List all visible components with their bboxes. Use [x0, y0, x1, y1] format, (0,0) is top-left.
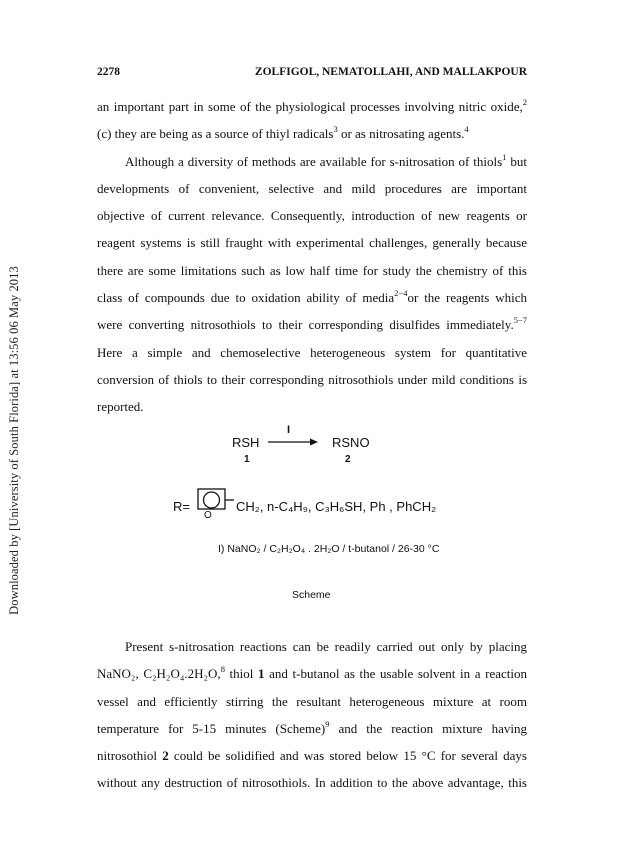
para2-line6: class of compounds due to oxidation ability of media$^{2-4}$or the reagents which	[97, 288, 527, 306]
para1-line1: an important part in some of the physiological processes involving nitric oxide,$^2$	[97, 97, 527, 114]
para2-line2: developments of convenient, selective and mild procedures are important	[97, 180, 527, 196]
download-watermark-text: Downloaded by [University of South Florida] at 13:56 06 May 2013	[6, 265, 21, 615]
para2-line1: Although a diversity of methods are available for s-nitrosation of thiols$^1$ but	[125, 151, 527, 169]
running-title: ZOLFIGOL, NEMATOLLAHI, AND MALLAKPOUR	[254, 66, 527, 78]
para3-line1: Present s-nitrosation reactions can be readily carried out only by placing	[125, 639, 527, 654]
reactant-formula: RSH	[232, 435, 260, 450]
para2-line9: conversion of thiols to their corresponding nitrosothiols under mild conditions is	[97, 371, 527, 387]
para2-line7: were converting nitrosothiols to their corresponding disulfides immediately.$^{5-7}$	[97, 315, 527, 333]
reactant-number: 1	[244, 454, 250, 465]
arrow-label: I	[287, 424, 291, 436]
para3-line4: temperature for 5-15 minutes (Scheme)$^9$ and the reaction mixture having	[97, 718, 527, 736]
ring-heteroatom: O	[204, 510, 212, 521]
para3-line6: without any destruction of nitrosothiols. In addition to the above advantage, this	[97, 775, 527, 791]
para2-line10: reported.	[97, 399, 144, 415]
para3-line3: vessel and efficiently stirring the resultant heterogeneous mixture at room	[97, 693, 527, 709]
running-header	[97, 66, 527, 78]
product-number: 2	[345, 454, 351, 465]
para2-line3: objective of current relevance. Consequently, introduction of new reagents or	[97, 208, 527, 224]
para3-line5: nitrosothiol 2 could be solidified and was stored below 15 °C for several days	[97, 748, 527, 764]
para2-line8: Here a simple and chemoselective heterogeneous system for quantitative	[97, 344, 527, 360]
para1-line2: (c) they are being as a source of thiyl radicals$^3$ or as nitrosating agents.$^4$	[97, 124, 469, 142]
body-text-bottom	[97, 633, 527, 797]
r-group-prefix: R=	[173, 499, 190, 514]
para2-line4: reagent systems is still fraught with experimental challenges, generally because	[97, 235, 527, 251]
reaction-arrow	[268, 437, 318, 447]
scheme-caption: Scheme	[292, 589, 331, 601]
r-group-list: CH₂, n-C₄H₉, C₃H₆SH, Ph , PhCH₂	[236, 499, 437, 514]
reaction-conditions: I) NaNO₂ / C₂H₂O₄ . 2H₂O / t-butanol / 26-30 °C	[218, 543, 440, 555]
body-text-top	[97, 93, 527, 421]
furan-ring-icon	[196, 486, 236, 522]
para2-line5: there are some limitations such as low half time for study the chemistry of this	[97, 262, 527, 278]
download-watermark	[4, 230, 24, 650]
para3-line2: NaNO₂, C₂H₂O₄.2H₂O,$^8$ thiol 1 and t-butanol as the usable solvent in a reaction	[97, 664, 527, 682]
page-number: 2278	[97, 66, 120, 78]
product-formula: RSNO	[332, 435, 370, 450]
